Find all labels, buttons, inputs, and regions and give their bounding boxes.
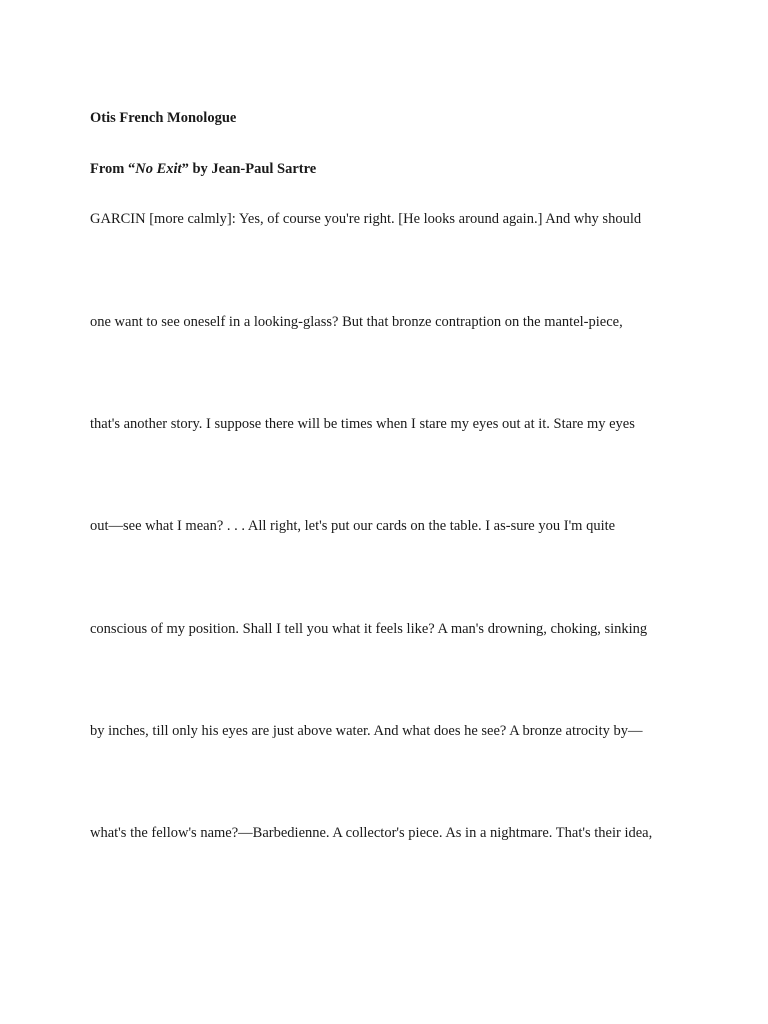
monologue-line-2: one want to see oneself in a looking-glass? But that bronze contraption on the mantel-piece, [90,314,623,330]
source-suffix: ” by Jean-Paul Sartre [181,161,317,177]
monologue-line-7: what's the fellow's name?—Barbedienne. A collector's piece. As in a nightmare. That's their idea, [90,825,653,841]
monologue-line-1: GARCIN [more calmly]: Yes, of course you're right. [He looks around again.] And why should [90,211,642,227]
source-work-title: No Exit [135,161,182,177]
monologue-line-5: conscious of my position. Shall I tell you what it feels like? A man's drowning, choking, sinking [90,621,648,637]
monologue-line-6: by inches, till only his eyes are just above water. And what does he see? A bronze atrocity by— [90,723,643,739]
document-title: Otis French Monologue [90,110,237,126]
source-line [90,160,316,178]
monologue-line-4: out—see what I mean? . . . All right, let's put our cards on the table. I as-sure you I'm quite [90,518,616,534]
source-prefix: From “ [90,161,136,177]
monologue-line-3: that's another story. I suppose there will be times when I stare my eyes out at it. Stare my eyes [90,416,635,432]
